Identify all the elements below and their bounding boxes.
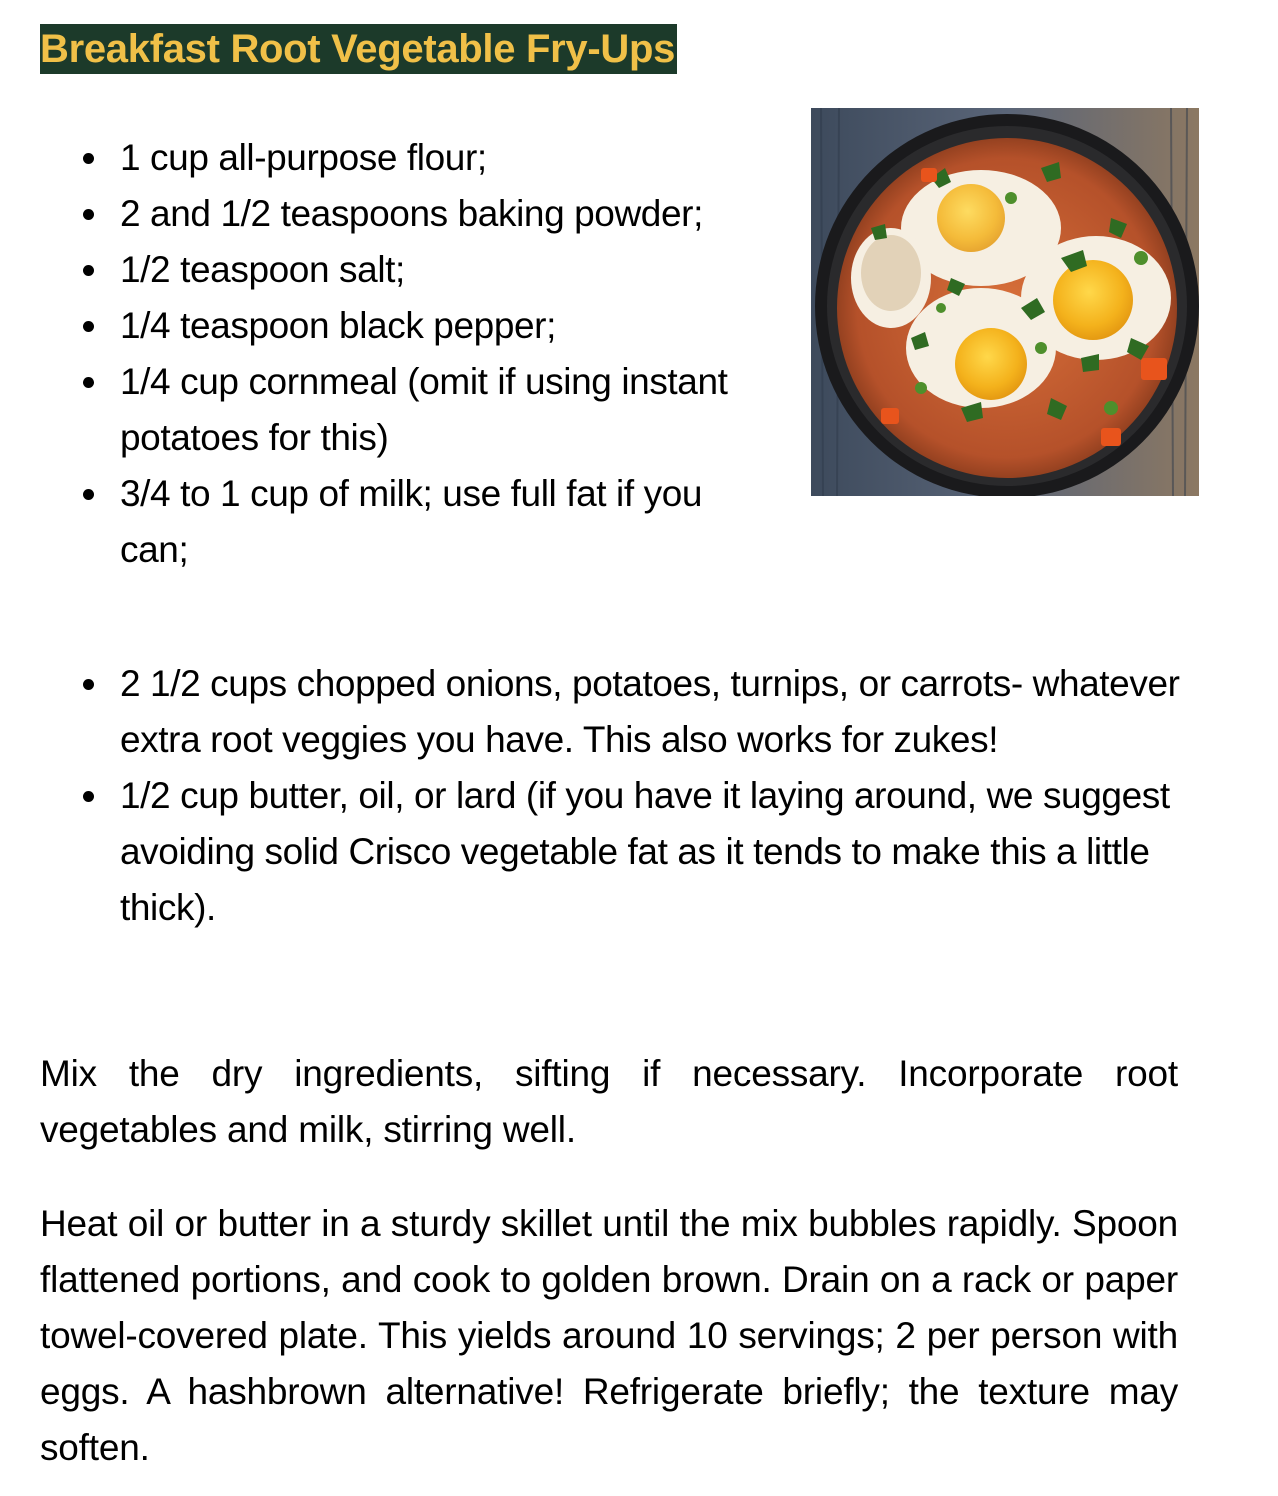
recipe-page bbox=[40, 24, 1180, 1468]
list-item bbox=[40, 186, 780, 242]
bullet-icon bbox=[83, 679, 94, 690]
ingredient-text: 1/4 cup cornmeal (omit if using instant potatoes for this) bbox=[120, 361, 728, 458]
list-item bbox=[40, 298, 780, 354]
ingredient-text: 2 and 1/2 teaspoons baking powder; bbox=[120, 193, 703, 234]
list-item bbox=[40, 130, 780, 186]
title-wrapper bbox=[40, 24, 1180, 74]
ingredient-text: 1/2 cup butter, oil, or lard (if you have it laying around, we suggest avoiding solid Crisco vegetable fat as it tends to make this a little thick). bbox=[120, 775, 1170, 928]
ingredient-text: 1 cup all-purpose flour; bbox=[120, 137, 487, 178]
recipe-title: Breakfast Root Vegetable Fry-Ups bbox=[40, 24, 677, 74]
instructions-paragraph: Heat oil or butter in a sturdy skillet until the mix bubbles rapidly. Spoon flattened portions, and cook to golden brown. Drain on a rack or paper towel-covered plate. This yields around 10 servings; 2 per person with eggs. A hashbrown alternative! Refrigerate briefly; the texture may soften. bbox=[40, 1203, 1178, 1468]
ingredient-text: 1/2 teaspoon salt; bbox=[120, 249, 405, 290]
bullet-icon bbox=[83, 265, 94, 276]
bullet-icon bbox=[83, 209, 94, 220]
skillet-eggs-photo bbox=[811, 108, 1199, 496]
bullet-icon bbox=[83, 377, 94, 388]
bullet-icon bbox=[83, 791, 94, 802]
ingredient-text: 1/4 teaspoon black pepper; bbox=[120, 305, 556, 346]
ingredient-list-dry bbox=[40, 130, 780, 578]
bullet-icon bbox=[83, 321, 94, 332]
list-item bbox=[40, 466, 780, 578]
bullet-icon bbox=[83, 153, 94, 164]
bullet-icon bbox=[83, 489, 94, 500]
list-item bbox=[40, 242, 780, 298]
ingredient-text: 2 1/2 cups chopped onions, potatoes, turnips, or carrots- whatever extra root veggies you have. This also works for zukes! bbox=[120, 663, 1180, 760]
list-item bbox=[40, 656, 1180, 768]
list-item bbox=[40, 768, 1180, 936]
ingredient-list-veg bbox=[40, 656, 1180, 936]
ingredient-text: 3/4 to 1 cup of milk; use full fat if you can; bbox=[120, 473, 703, 570]
list-item bbox=[40, 354, 780, 466]
instructions-paragraph: Mix the dry ingredients, sifting if necessary. Incorporate root vegetables and milk, stirring well. bbox=[40, 1053, 1178, 1150]
